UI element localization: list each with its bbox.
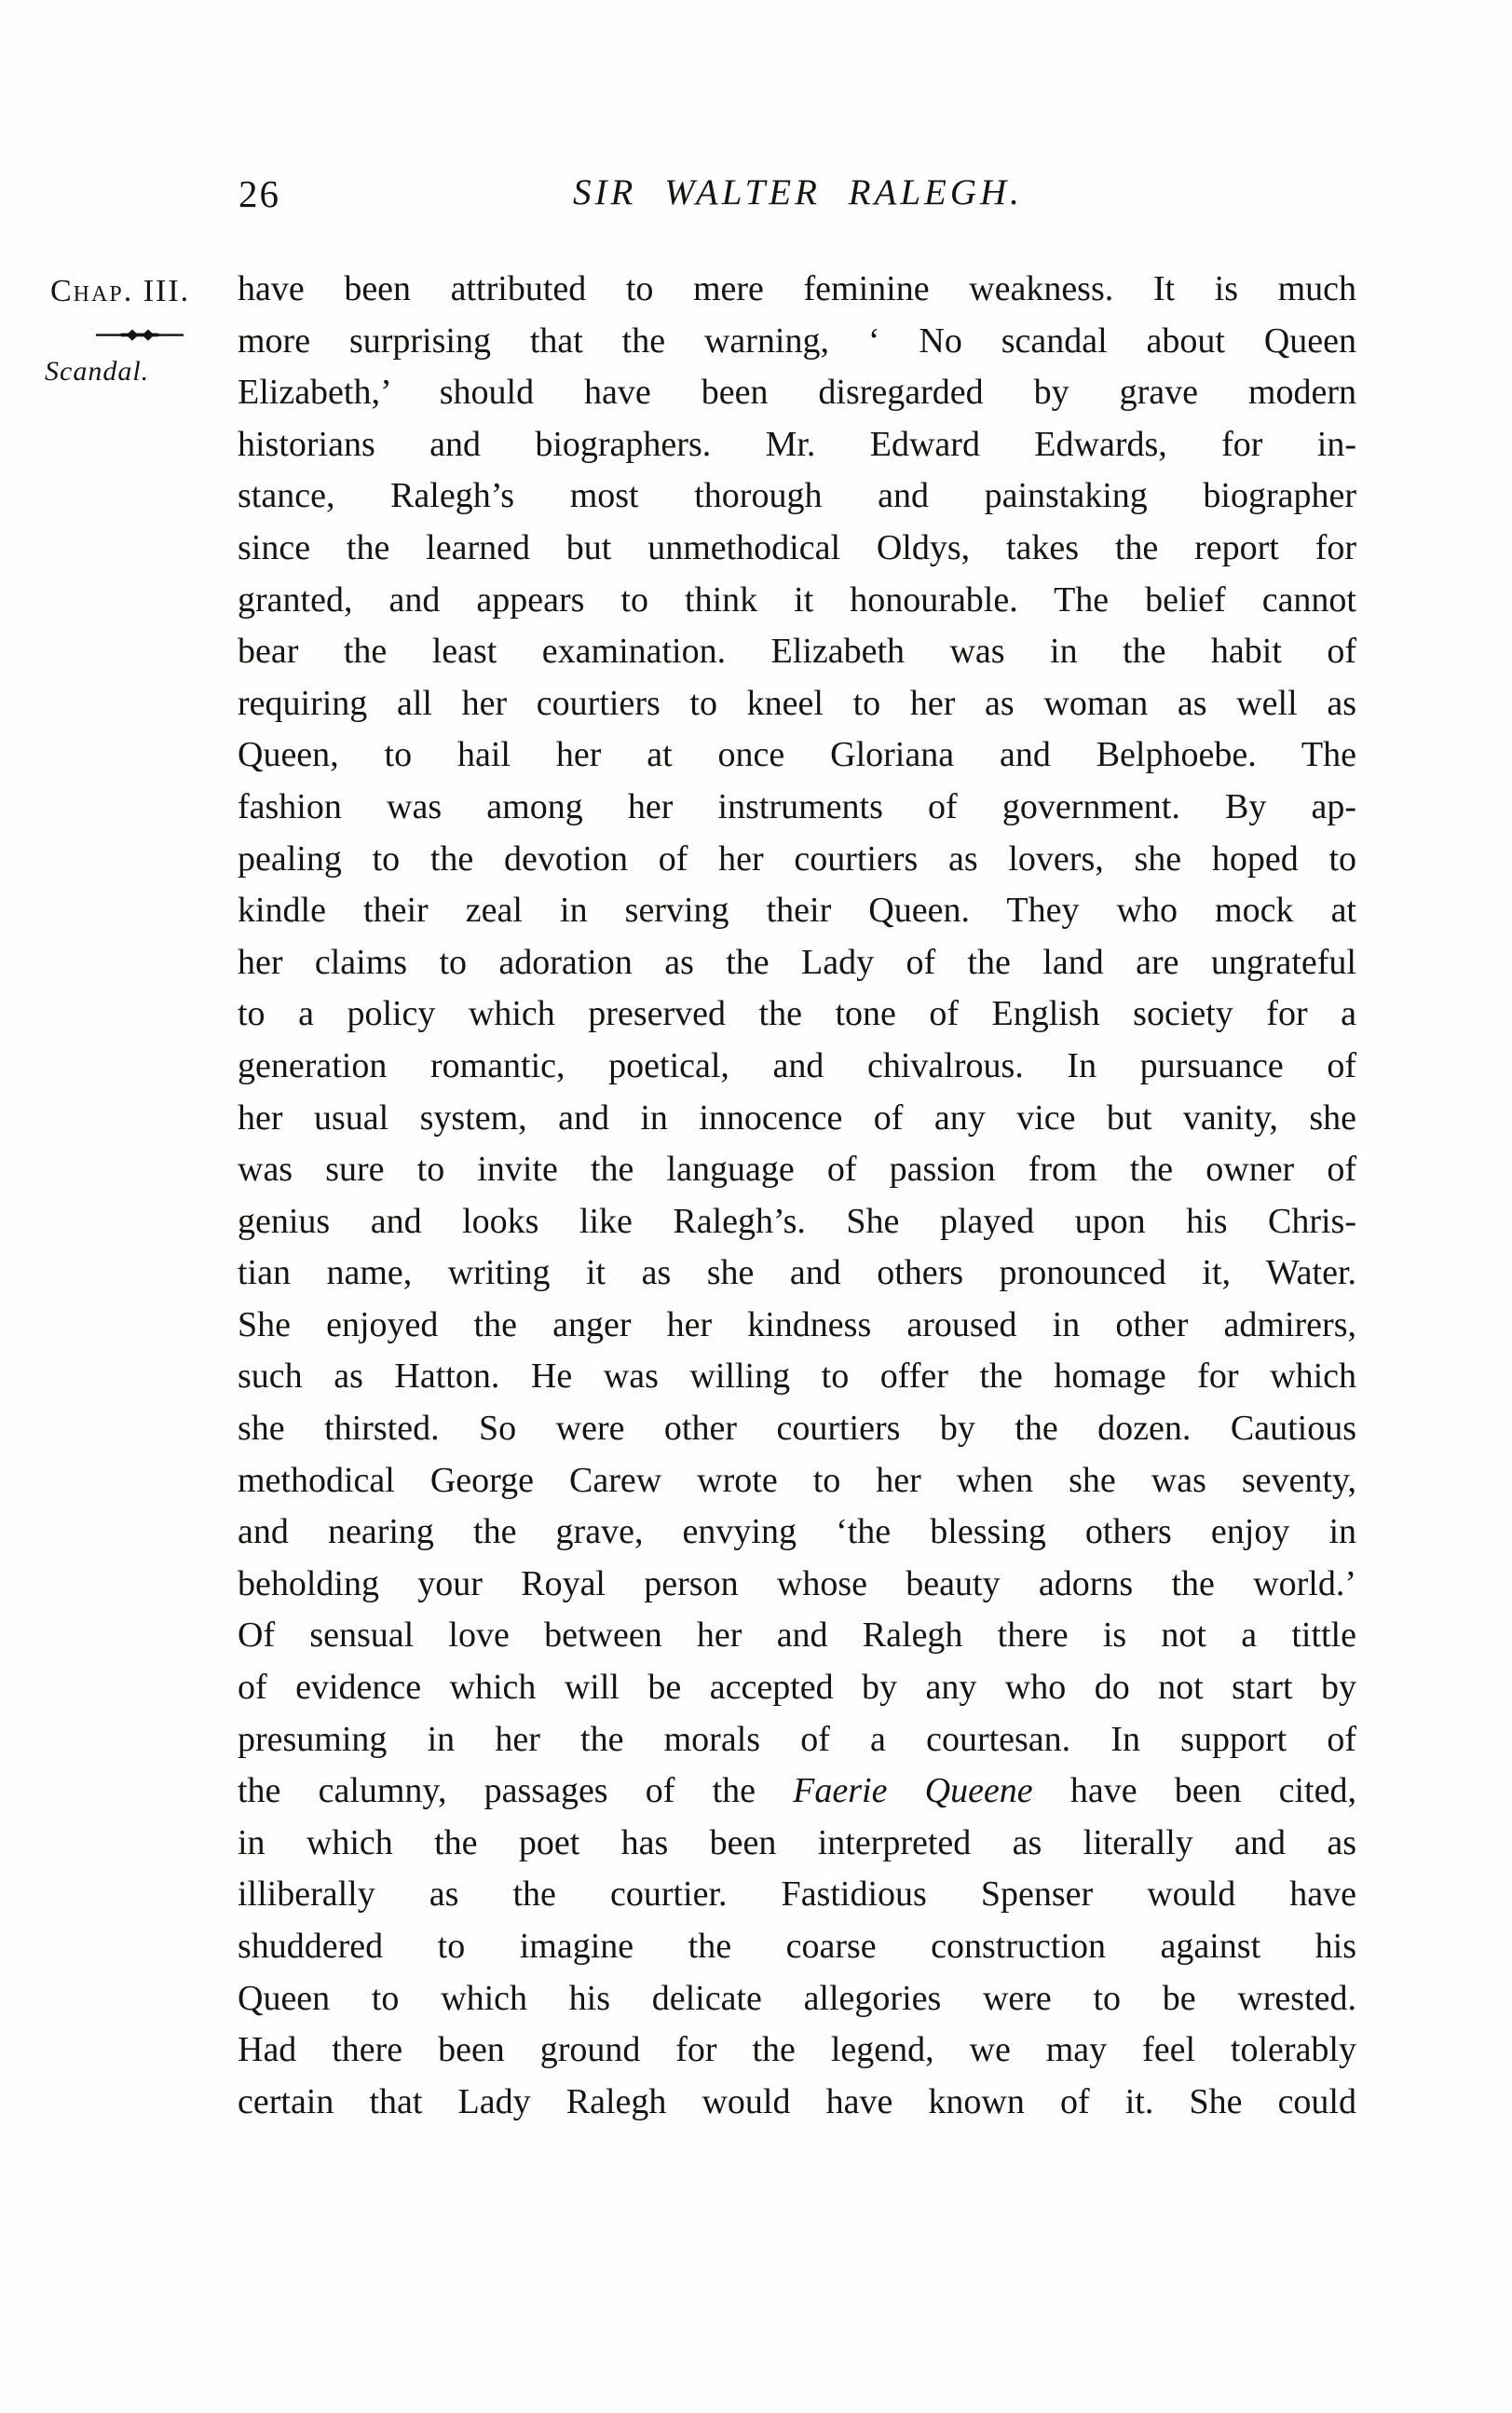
text-line: pealing to the devotion of her courtiers as lovers, she hoped to [238, 838, 1356, 879]
text-line: she thirsted. So were other courtiers by the dozen. Cautious [238, 1409, 1356, 1449]
text-line: She enjoyed the anger her kindness aroused in other admirers, [238, 1304, 1356, 1344]
text-line: to a policy which preserved the tone of English society for a [238, 994, 1356, 1034]
text-line: Queen, to hail her at once Gloriana and Belphoebe. The [238, 735, 1356, 775]
text-line: presuming in her the morals of a courtesan. In support of [238, 1719, 1356, 1759]
body-text [238, 264, 1356, 2128]
text-line: kindle their zeal in serving their Queen. They who mock at [238, 891, 1356, 931]
text-line: since the learned but unmethodical Oldys, takes the report for [238, 527, 1356, 567]
text-line: have been attributed to mere feminine weakness. It is much [238, 269, 1356, 308]
text-line: Of sensual love between her and Ralegh there is not a tittle [238, 1615, 1356, 1656]
text-line: certain that Lady Ralegh would have known of it. She could [238, 2081, 1356, 2121]
ornament-rule-icon [96, 328, 184, 343]
text-line: methodical George Carew wrote to her when she was seventy, [238, 1460, 1356, 1500]
text-line: her claims to adoration as the Lady of the land are ungrateful [238, 942, 1356, 982]
text-line: of evidence which will be accepted by any who do not start by [238, 1668, 1356, 1708]
text-line: fashion was among her instruments of government. By ap- [238, 786, 1356, 826]
text-line: generation romantic, poetical, and chivalrous. In pursuance of [238, 1045, 1356, 1085]
text-line: bear the least examination. Elizabeth was in the habit of [238, 632, 1356, 672]
text-line: more surprising that the warning, ‘ No scandal about Queen [238, 320, 1356, 361]
text-line: and nearing the grave, envying ‘the blessing others enjoy in [238, 1512, 1356, 1552]
page-number: 26 [238, 172, 280, 215]
chapter-heading: Chap. III. [50, 274, 191, 308]
text-line: was sure to invite the language of passion from the owner of [238, 1150, 1356, 1190]
text-line: Had there been ground for the legend, we may feel tolerably [238, 2030, 1356, 2070]
text-line: granted, and appears to think it honourable. The belief cannot [238, 579, 1356, 620]
sidenote-scandal: Scandal. [45, 356, 150, 387]
text-line: tian name, writing it as she and others pronounced it, Water. [238, 1253, 1356, 1293]
running-title: SIR WALTER RALEGH. [573, 172, 1023, 212]
text-line: requiring all her courtiers to kneel to her as woman as well as [238, 683, 1356, 723]
text-line: stance, Ralegh’s most thorough and painstaking biographer [238, 476, 1356, 516]
text-line: in which the poet has been interpreted as literally and as [238, 1822, 1356, 1862]
text-line: genius and looks like Ralegh’s. She played upon his Chris- [238, 1201, 1356, 1241]
text-line: beholding your Royal person whose beauty adorns the world.’ [238, 1563, 1356, 1603]
text-line: shuddered to imagine the coarse construction against his [238, 1927, 1356, 1966]
text-line: Queen to which his delicate allegories were to be wrested. [238, 1978, 1356, 2018]
text-line: such as Hatton. He was willing to offer the homage for which [238, 1356, 1356, 1397]
text-line: Elizabeth,’ should have been disregarded by grave modern [238, 373, 1356, 413]
text-line: historians and biographers. Mr. Edward Edwards, for in- [238, 424, 1356, 464]
text-line: the calumny, passages of the Faerie Queene have been cited, [238, 1771, 1356, 1811]
text-line: her usual system, and in innocence of any vice but vanity, she [238, 1097, 1356, 1138]
text-line: illiberally as the courtier. Fastidious Spenser would have [238, 1875, 1356, 1915]
